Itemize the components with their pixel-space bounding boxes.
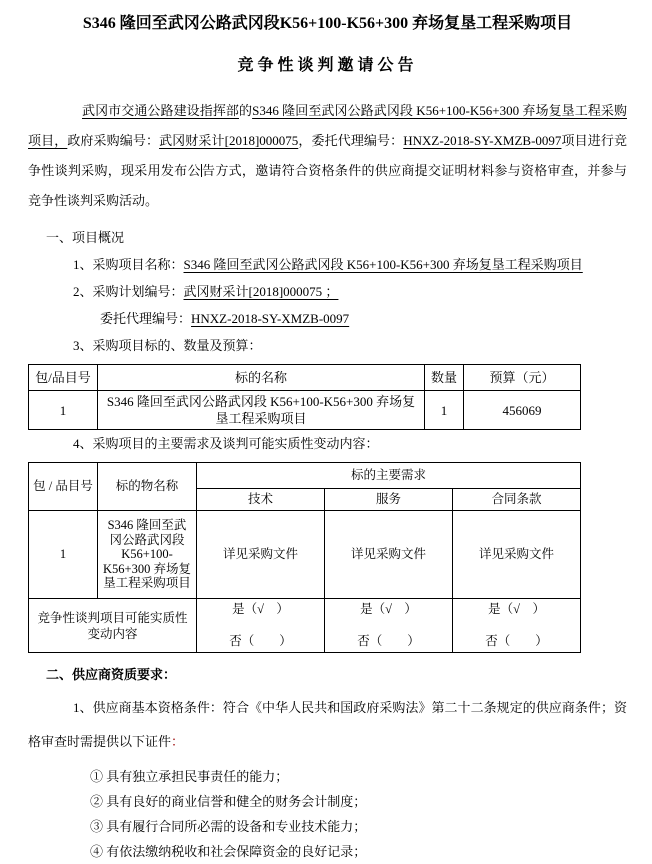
intro-particle: 的: [239, 103, 253, 118]
budget-table-header-row: [29, 365, 581, 391]
certificate-item-1: ① 具有独立承担民事责任的能力；: [90, 769, 289, 784]
header2-technical: 技术: [197, 489, 325, 511]
item2b-value: HNXZ-2018-SY-XMZB-0097: [191, 311, 350, 326]
cell-budget: 456069: [464, 391, 581, 430]
certificate-list: [28, 764, 627, 864]
header-budget: 预算（元）: [464, 365, 581, 391]
item1-value: S346 隆回至武冈公路武冈段 K56+100-K56+300 弃场复垦工程采购项目: [183, 257, 583, 272]
variation-row-label: 竞争性谈判项目可能实质性变动内容: [29, 599, 197, 653]
gov-number-value: 武冈财采计[2018]000075: [159, 133, 299, 148]
variation-technical-cell: [197, 599, 325, 653]
cell-package-id: 1: [29, 391, 98, 430]
announcement-subtitle: 竞争性谈判邀请公告: [237, 57, 418, 74]
supplier-qualification-paragraph: [28, 691, 627, 759]
section1-heading: 一、项目概况: [46, 230, 125, 245]
item-requirements-heading: 4、采购项目的主要需求及谈判可能实质性变动内容：: [73, 436, 379, 451]
item2-value: 武冈财采计[2018]000075 ；: [183, 284, 339, 299]
requirements-header-row-1: [29, 463, 581, 489]
project-name-underlined: S346 隆回至武冈公路武冈段 K56+100-K56+300 弃场复垦工程采购项目，: [28, 103, 627, 148]
certificate-item-3: ③ 具有履行合同所必需的设备和专业技术能力；: [90, 819, 367, 834]
no-option: 否（ ）: [229, 634, 292, 648]
purchaser-name: 武冈市交通公路建设指挥部: [82, 103, 239, 118]
header2-package-id: 包 / 品目号: [29, 463, 98, 511]
header-quantity: 数量: [425, 365, 464, 391]
requirements-table: [28, 462, 581, 653]
variation-row: [29, 599, 581, 653]
cell2-package-id: 1: [29, 511, 98, 599]
qualification-colon: ：: [171, 734, 185, 749]
no-option: 否（ ）: [357, 634, 420, 648]
intro-body-text-2: 告方式，邀请符合资格条件的供应商提交证明材料参与资格审查，并参与竞争性谈判采购活动。: [28, 163, 627, 208]
item-project-name: [28, 251, 627, 278]
cell-quantity: 1: [425, 391, 464, 430]
no-option: 否（ ）: [485, 634, 548, 648]
budget-table: [28, 364, 581, 430]
qualification-text: 1、供应商基本资格条件：符合《中华人民共和国政府采购法》第二十二条规定的供应商条件；资格审查时需提供以下证件: [28, 700, 627, 749]
header2-main-requirements: 标的主要需求: [197, 463, 581, 489]
header2-subject-name: 标的物名称: [98, 463, 197, 511]
cell2-contract-terms: 详见采购文件: [453, 511, 581, 599]
item-agent-number: [28, 305, 627, 332]
section2-heading: 二、供应商资质要求：: [46, 667, 177, 682]
item2-label: 2、采购计划编号：: [73, 284, 184, 299]
document-title: S346 隆回至武冈公路武冈段K56+100-K56+300 弃场复垦工程采购项目: [82, 15, 573, 32]
certificate-item-2: ② 具有良好的商业信誉和健全的财务会计制度；: [90, 794, 367, 809]
agent-number-label: ，委托代理编号：: [298, 133, 404, 148]
variation-contract-cell: [453, 599, 581, 653]
header2-contract-terms: 合同条款: [453, 489, 581, 511]
header-subject-name: 标的名称: [98, 365, 425, 391]
yes-option: 是（√ ）: [232, 602, 289, 616]
certificate-item-4: ④ 有依法缴纳税收和社会保障资金的良好记录；: [90, 844, 367, 859]
item-budget-heading: 3、采购项目标的、数量及预算：: [73, 338, 262, 353]
intro-body-text: 项目进行竞争性谈判采购，现采用发布公: [28, 133, 627, 178]
yes-option: 是（√ ）: [360, 602, 417, 616]
gov-number-label: 政府采购编号：: [67, 133, 160, 148]
item1-label: 1、采购项目名称：: [73, 257, 184, 272]
cell2-subject-name: S346 隆回至武冈公路武冈段 K56+100-K56+300 弃场复垦工程采购项目: [98, 511, 197, 599]
yes-option: 是（√ ）: [488, 602, 545, 616]
cell2-service: 详见采购文件: [325, 511, 453, 599]
variation-service-cell: [325, 599, 453, 653]
cell2-technical: 详见采购文件: [197, 511, 325, 599]
budget-table-row: [29, 391, 581, 430]
agent-number-value: HNXZ-2018-SY-XMZB-0097: [403, 133, 562, 148]
header-package-id: 包/品目号: [29, 365, 98, 391]
requirements-data-row: [29, 511, 581, 599]
intro-paragraph: [28, 96, 627, 216]
item2b-label: 委托代理编号：: [100, 311, 192, 326]
cell-subject-name: S346 隆回至武冈公路武冈段 K56+100-K56+300 弃场复垦工程采购项目: [98, 391, 425, 430]
header2-service: 服务: [325, 489, 453, 511]
item-plan-number: [28, 278, 627, 305]
